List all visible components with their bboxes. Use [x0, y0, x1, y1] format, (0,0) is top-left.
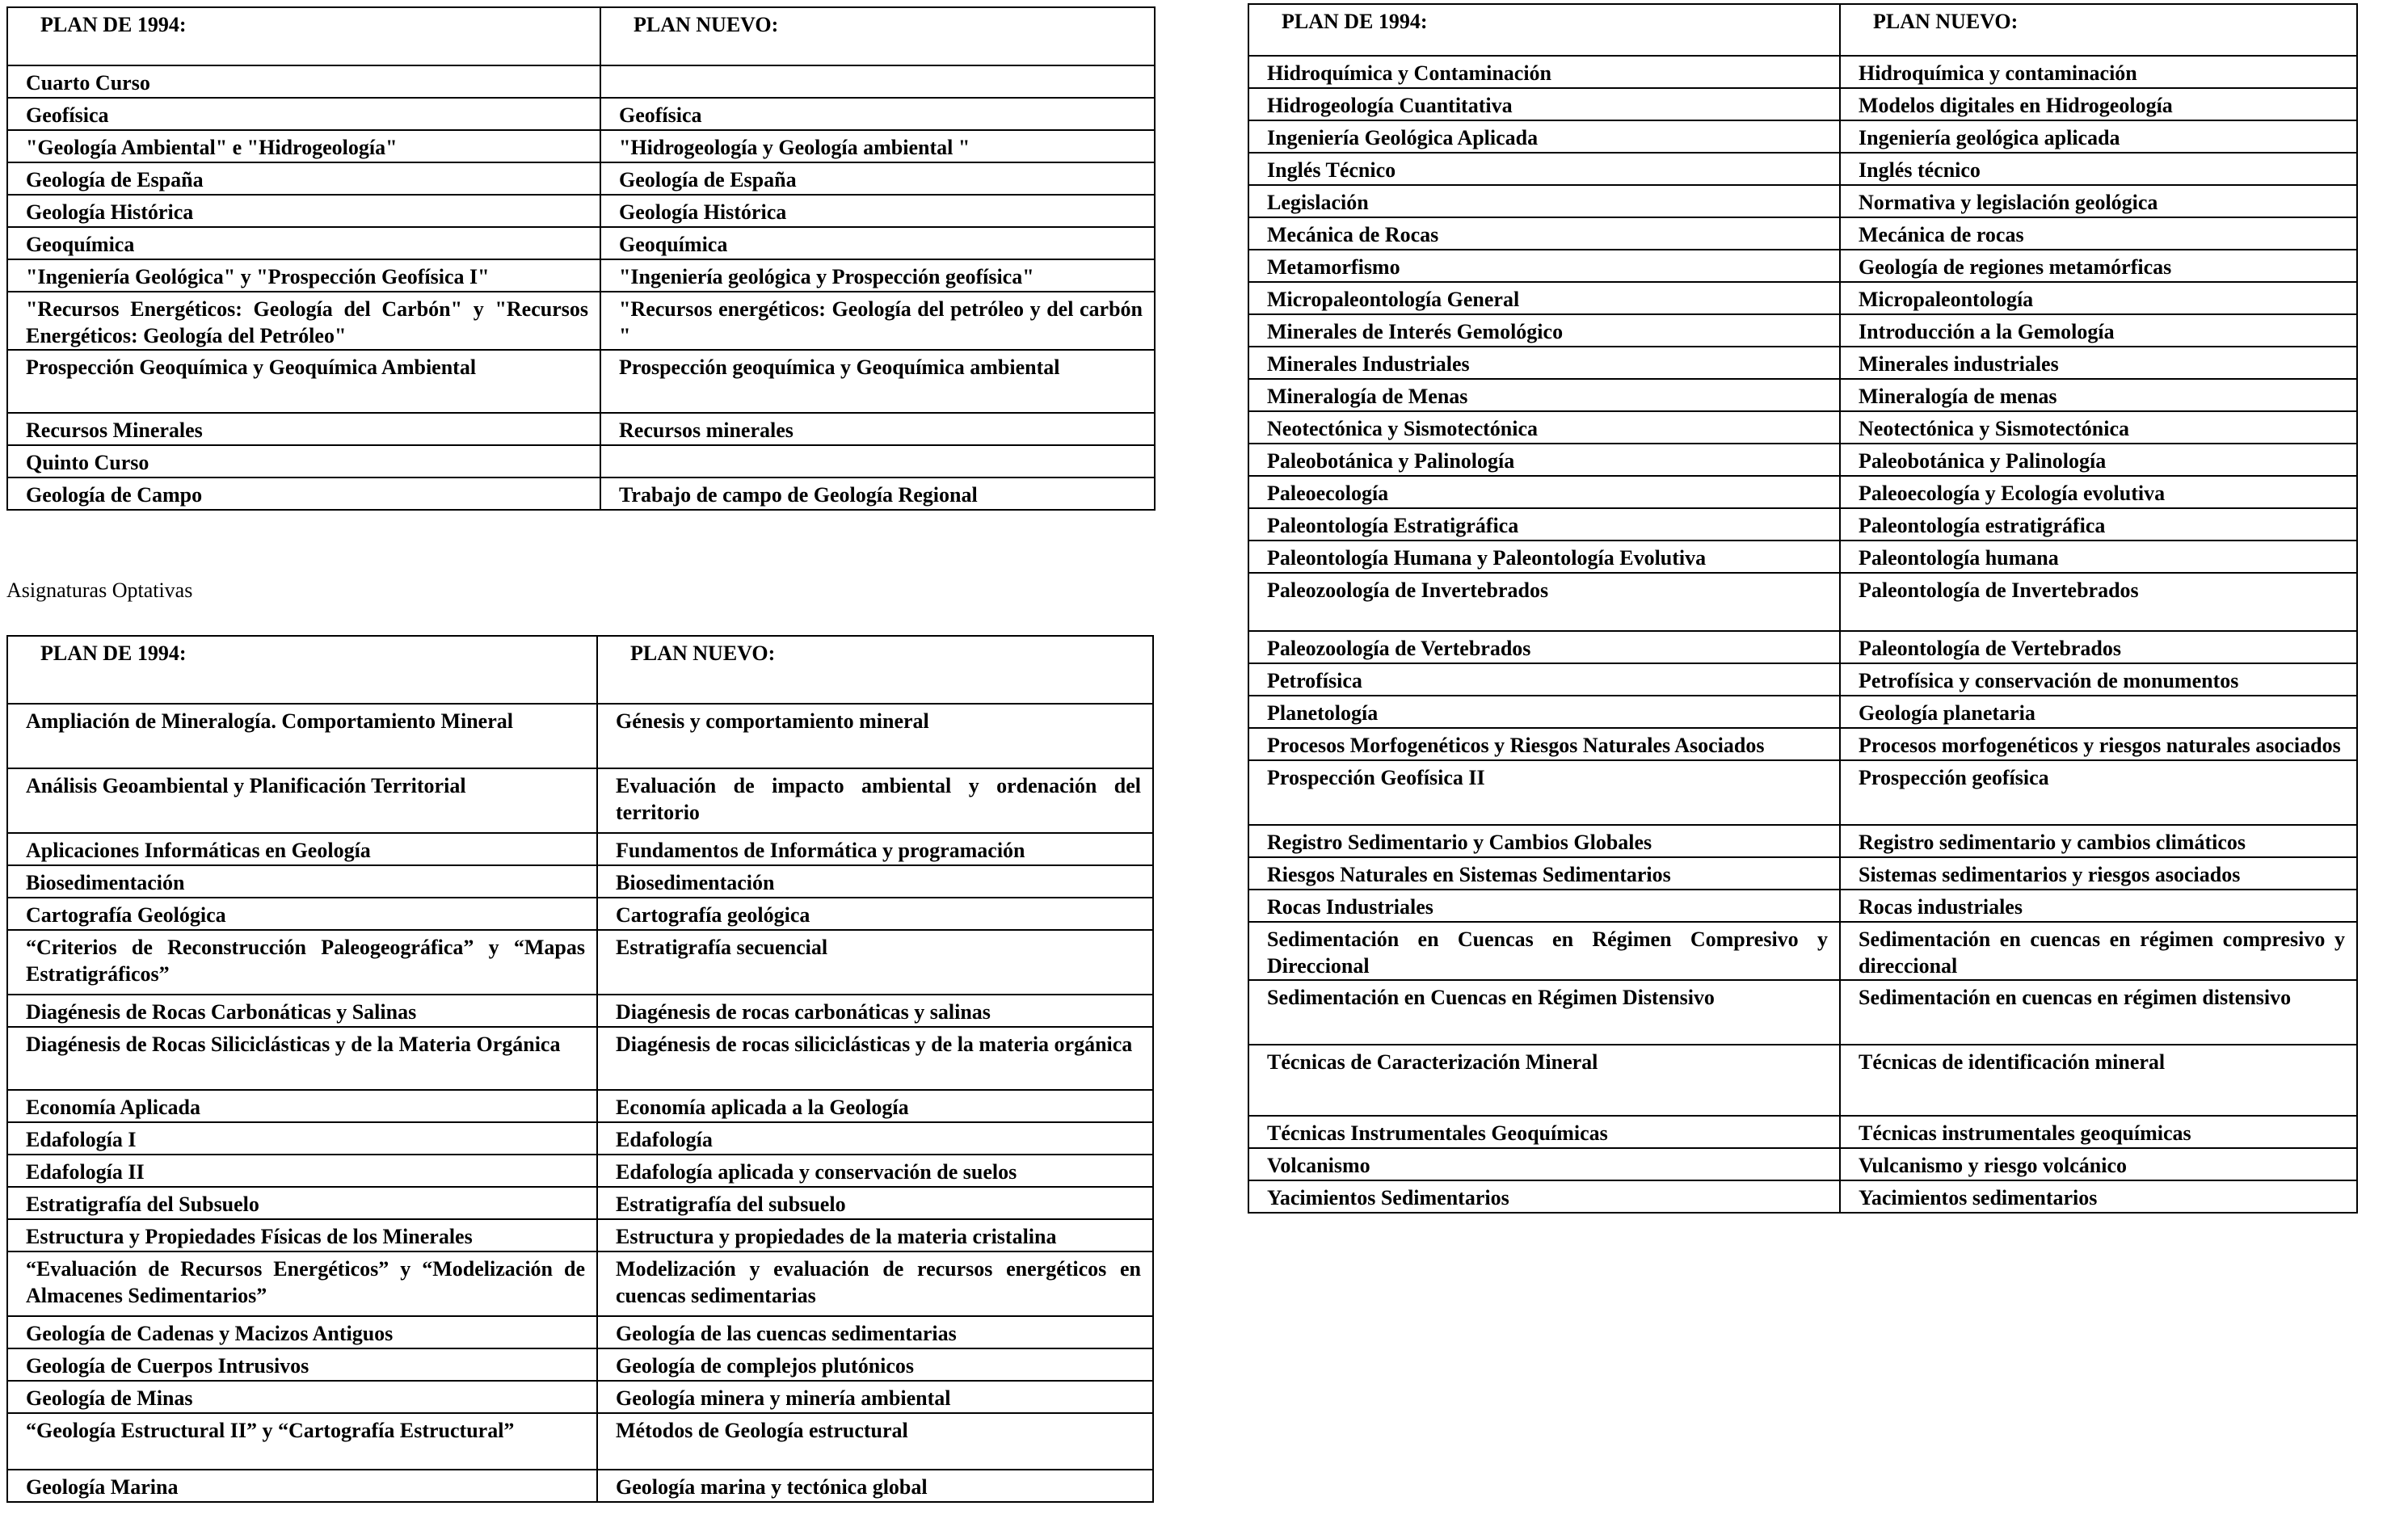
cell-plan-1994: Técnicas Instrumentales Geoquímicas — [1248, 1116, 1840, 1148]
cell-plan-nuevo: Prospección geoquímica y Geoquímica ambiental — [600, 350, 1155, 413]
table-obligatorias — [6, 6, 1156, 511]
cell-plan-1994: Prospección Geofísica II — [1248, 760, 1840, 825]
cell-plan-1994: Minerales de Interés Gemológico — [1248, 314, 1840, 347]
table-row — [7, 1381, 1153, 1413]
cell-plan-nuevo: Inglés técnico — [1840, 153, 2357, 185]
table-row — [7, 413, 1155, 445]
cell-plan-nuevo: Paleontología humana — [1840, 541, 2357, 573]
cell-plan-1994: Legislación — [1248, 185, 1840, 217]
cell-plan-nuevo: Estratigrafía secuencial — [597, 930, 1153, 995]
table-row — [1248, 1116, 2357, 1148]
cell-plan-1994: Cuarto Curso — [7, 65, 600, 98]
table-row — [7, 1187, 1153, 1219]
table-header-row — [7, 7, 1155, 65]
header-plan-1994: PLAN DE 1994: — [7, 7, 600, 65]
cell-plan-1994: Micropaleontología General — [1248, 282, 1840, 314]
table-header-row — [1248, 4, 2357, 56]
table-row — [1248, 185, 2357, 217]
cell-plan-nuevo: Registro sedimentario y cambios climáticos — [1840, 825, 2357, 857]
cell-plan-1994: Técnicas de Caracterización Mineral — [1248, 1045, 1840, 1116]
table-row — [7, 350, 1155, 413]
cell-plan-1994: Mineralogía de Menas — [1248, 379, 1840, 411]
table-row — [7, 1348, 1153, 1381]
table-row — [1248, 250, 2357, 282]
table-header-row — [7, 636, 1153, 704]
cell-plan-nuevo: Cartografía geológica — [597, 898, 1153, 930]
cell-plan-nuevo: Geología de las cuencas sedimentarias — [597, 1316, 1153, 1348]
cell-plan-1994: Petrofísica — [1248, 663, 1840, 696]
cell-plan-1994: Paleontología Humana y Paleontología Evolutiva — [1248, 541, 1840, 573]
table-row — [7, 477, 1155, 510]
section-label-optativas: Asignaturas Optativas — [6, 578, 193, 602]
cell-plan-nuevo: Diagénesis de rocas carbonáticas y salinas — [597, 995, 1153, 1027]
cell-plan-nuevo: Sedimentación en cuencas en régimen distensivo — [1840, 980, 2357, 1045]
cell-plan-nuevo: Métodos de Geología estructural — [597, 1413, 1153, 1470]
cell-plan-nuevo: Evaluación de impacto ambiental y ordenación del territorio — [597, 768, 1153, 833]
cell-plan-nuevo: Paleontología de Invertebrados — [1840, 573, 2357, 631]
cell-plan-1994: Sedimentación en Cuencas en Régimen Distensivo — [1248, 980, 1840, 1045]
cell-plan-1994: Yacimientos Sedimentarios — [1248, 1180, 1840, 1213]
cell-plan-1994: Biosedimentación — [7, 865, 597, 898]
table-row — [1248, 980, 2357, 1045]
cell-plan-1994: Geología de Minas — [7, 1381, 597, 1413]
table-row — [1248, 217, 2357, 250]
table-row — [7, 65, 1155, 98]
cell-plan-1994: Edafología II — [7, 1155, 597, 1187]
table-row — [1248, 1180, 2357, 1213]
table-row — [1248, 153, 2357, 185]
cell-plan-nuevo: Hidroquímica y contaminación — [1840, 56, 2357, 88]
table-row — [7, 195, 1155, 227]
table-row — [7, 1316, 1153, 1348]
cell-plan-nuevo: Biosedimentación — [597, 865, 1153, 898]
table-row — [1248, 56, 2357, 88]
table-row — [7, 98, 1155, 130]
cell-plan-nuevo: Mineralogía de menas — [1840, 379, 2357, 411]
cell-plan-1994: "Recursos Energéticos: Geología del Carbón" y "Recursos Energéticos: Geología del Petróleo" — [7, 292, 600, 350]
table-row — [7, 445, 1155, 477]
cell-plan-nuevo: Procesos morfogenéticos y riesgos naturales asociados — [1840, 728, 2357, 760]
cell-plan-nuevo: Neotectónica y Sismotectónica — [1840, 411, 2357, 444]
cell-plan-1994: Paleobotánica y Palinología — [1248, 444, 1840, 476]
table-row — [7, 865, 1153, 898]
cell-plan-nuevo: Minerales industriales — [1840, 347, 2357, 379]
cell-plan-nuevo: Sedimentación en cuencas en régimen compresivo y direccional — [1840, 922, 2357, 980]
table-row — [7, 833, 1153, 865]
cell-plan-1994: Minerales Industriales — [1248, 347, 1840, 379]
cell-plan-1994: Geología de Cadenas y Macizos Antiguos — [7, 1316, 597, 1348]
table-row — [7, 768, 1153, 833]
cell-plan-1994: Geología de Cuerpos Intrusivos — [7, 1348, 597, 1381]
table-row — [1248, 696, 2357, 728]
table-row — [1248, 476, 2357, 508]
cell-plan-1994: Planetología — [1248, 696, 1840, 728]
cell-plan-nuevo: "Recursos energéticos: Geología del petróleo y del carbón " — [600, 292, 1155, 350]
table-optativas-part1 — [6, 635, 1154, 1503]
cell-plan-nuevo: Paleoecología y Ecología evolutiva — [1840, 476, 2357, 508]
cell-plan-nuevo: Sistemas sedimentarios y riesgos asociados — [1840, 857, 2357, 890]
cell-plan-1994: Rocas Industriales — [1248, 890, 1840, 922]
cell-plan-1994: Aplicaciones Informáticas en Geología — [7, 833, 597, 865]
table-row — [1248, 541, 2357, 573]
cell-plan-nuevo: Geología planetaria — [1840, 696, 2357, 728]
cell-plan-nuevo: Paleontología estratigráfica — [1840, 508, 2357, 541]
cell-plan-nuevo: Geofísica — [600, 98, 1155, 130]
cell-plan-1994: “Evaluación de Recursos Energéticos” y “Modelización de Almacenes Sedimentarios” — [7, 1251, 597, 1316]
cell-plan-1994: Paleoecología — [1248, 476, 1840, 508]
cell-plan-1994: Sedimentación en Cuencas en Régimen Compresivo y Direccional — [1248, 922, 1840, 980]
table-row — [7, 259, 1155, 292]
cell-plan-nuevo: Introducción a la Gemología — [1840, 314, 2357, 347]
table-row — [1248, 88, 2357, 120]
cell-plan-1994: Geología Histórica — [7, 195, 600, 227]
cell-plan-nuevo: "Ingeniería geológica y Prospección geofísica" — [600, 259, 1155, 292]
table-row — [1248, 347, 2357, 379]
table-row — [7, 930, 1153, 995]
cell-plan-1994: Geología de Campo — [7, 477, 600, 510]
table-row — [7, 1122, 1153, 1155]
cell-plan-nuevo: Modelización y evaluación de recursos energéticos en cuencas sedimentarias — [597, 1251, 1153, 1316]
table-row — [7, 1090, 1153, 1122]
cell-plan-1994: Registro Sedimentario y Cambios Globales — [1248, 825, 1840, 857]
cell-plan-1994: Procesos Morfogenéticos y Riesgos Naturales Asociados — [1248, 728, 1840, 760]
header-plan-1994: PLAN DE 1994: — [1248, 4, 1840, 56]
cell-plan-nuevo: "Hidrogeología y Geología ambiental " — [600, 130, 1155, 162]
cell-plan-1994: Inglés Técnico — [1248, 153, 1840, 185]
table-row — [7, 1219, 1153, 1251]
cell-plan-1994: Hidroquímica y Contaminación — [1248, 56, 1840, 88]
table-row — [7, 898, 1153, 930]
cell-plan-1994: Geología Marina — [7, 1470, 597, 1502]
cell-plan-1994: Paleozoología de Vertebrados — [1248, 631, 1840, 663]
cell-plan-1994: Prospección Geoquímica y Geoquímica Ambiental — [7, 350, 600, 413]
cell-plan-nuevo: Edafología — [597, 1122, 1153, 1155]
cell-plan-1994: “Criterios de Reconstrucción Paleogeográfica” y “Mapas Estratigráficos” — [7, 930, 597, 995]
cell-plan-nuevo: Paleontología de Vertebrados — [1840, 631, 2357, 663]
cell-plan-1994: Geofísica — [7, 98, 600, 130]
cell-plan-1994: “Geología Estructural II” y “Cartografía Estructural” — [7, 1413, 597, 1470]
cell-plan-1994: Metamorfismo — [1248, 250, 1840, 282]
table-row — [1248, 282, 2357, 314]
table-row — [1248, 922, 2357, 980]
cell-plan-nuevo: Yacimientos sedimentarios — [1840, 1180, 2357, 1213]
table-row — [1248, 663, 2357, 696]
cell-plan-nuevo: Petrofísica y conservación de monumentos — [1840, 663, 2357, 696]
table-row — [1248, 444, 2357, 476]
cell-plan-1994: Paleozoología de Invertebrados — [1248, 573, 1840, 631]
table-row — [7, 1470, 1153, 1502]
cell-plan-1994: Diagénesis de Rocas Siliciclásticas y de la Materia Orgánica — [7, 1027, 597, 1090]
cell-plan-nuevo: Edafología aplicada y conservación de suelos — [597, 1155, 1153, 1187]
cell-plan-1994: Paleontología Estratigráfica — [1248, 508, 1840, 541]
cell-plan-nuevo: Vulcanismo y riesgo volcánico — [1840, 1148, 2357, 1180]
table-row — [7, 1155, 1153, 1187]
cell-plan-1994: Quinto Curso — [7, 445, 600, 477]
cell-plan-nuevo: Mecánica de rocas — [1840, 217, 2357, 250]
cell-plan-nuevo: Génesis y comportamiento mineral — [597, 704, 1153, 768]
cell-plan-nuevo: Geología minera y minería ambiental — [597, 1381, 1153, 1413]
table-row — [1248, 508, 2357, 541]
cell-plan-1994: Geología de España — [7, 162, 600, 195]
cell-plan-nuevo — [600, 65, 1155, 98]
cell-plan-1994: Volcanismo — [1248, 1148, 1840, 1180]
cell-plan-1994: Estratigrafía del Subsuelo — [7, 1187, 597, 1219]
cell-plan-1994: Riesgos Naturales en Sistemas Sedimentarios — [1248, 857, 1840, 890]
cell-plan-1994: Ampliación de Mineralogía. Comportamiento Mineral — [7, 704, 597, 768]
cell-plan-nuevo: Geología de regiones metamórficas — [1840, 250, 2357, 282]
cell-plan-nuevo: Geología marina y tectónica global — [597, 1470, 1153, 1502]
cell-plan-1994: "Ingeniería Geológica" y "Prospección Geofísica I" — [7, 259, 600, 292]
table-row — [1248, 728, 2357, 760]
table-row — [7, 1251, 1153, 1316]
cell-plan-nuevo: Prospección geofísica — [1840, 760, 2357, 825]
table-row — [1248, 573, 2357, 631]
table-row — [1248, 411, 2357, 444]
cell-plan-nuevo — [600, 445, 1155, 477]
table-optativas-part2 — [1248, 3, 2358, 1214]
cell-plan-nuevo: Rocas industriales — [1840, 890, 2357, 922]
cell-plan-nuevo: Geoquímica — [600, 227, 1155, 259]
cell-plan-nuevo: Trabajo de campo de Geología Regional — [600, 477, 1155, 510]
table-row — [7, 995, 1153, 1027]
table-row — [1248, 379, 2357, 411]
cell-plan-1994: Economía Aplicada — [7, 1090, 597, 1122]
cell-plan-1994: Hidrogeología Cuantitativa — [1248, 88, 1840, 120]
table-row — [1248, 1045, 2357, 1116]
table-row — [1248, 825, 2357, 857]
cell-plan-1994: Mecánica de Rocas — [1248, 217, 1840, 250]
cell-plan-nuevo: Ingeniería geológica aplicada — [1840, 120, 2357, 153]
cell-plan-nuevo: Estratigrafía del subsuelo — [597, 1187, 1153, 1219]
table-row — [1248, 120, 2357, 153]
cell-plan-1994: Estructura y Propiedades Físicas de los Minerales — [7, 1219, 597, 1251]
table-row — [1248, 1148, 2357, 1180]
cell-plan-nuevo: Técnicas instrumentales geoquímicas — [1840, 1116, 2357, 1148]
cell-plan-nuevo: Micropaleontología — [1840, 282, 2357, 314]
table-row — [7, 227, 1155, 259]
table-row — [1248, 631, 2357, 663]
table-row — [1248, 314, 2357, 347]
cell-plan-1994: Geoquímica — [7, 227, 600, 259]
cell-plan-1994: Diagénesis de Rocas Carbonáticas y Salinas — [7, 995, 597, 1027]
header-plan-1994: PLAN DE 1994: — [7, 636, 597, 704]
header-plan-nuevo: PLAN NUEVO: — [600, 7, 1155, 65]
cell-plan-1994: Recursos Minerales — [7, 413, 600, 445]
table-row — [7, 162, 1155, 195]
table-row — [1248, 890, 2357, 922]
cell-plan-1994: Neotectónica y Sismotectónica — [1248, 411, 1840, 444]
table-row — [1248, 760, 2357, 825]
cell-plan-nuevo: Geología de España — [600, 162, 1155, 195]
cell-plan-1994: Ingeniería Geológica Aplicada — [1248, 120, 1840, 153]
cell-plan-nuevo: Recursos minerales — [600, 413, 1155, 445]
cell-plan-1994: Análisis Geoambiental y Planificación Territorial — [7, 768, 597, 833]
cell-plan-nuevo: Diagénesis de rocas siliciclásticas y de la materia orgánica — [597, 1027, 1153, 1090]
header-plan-nuevo: PLAN NUEVO: — [597, 636, 1153, 704]
cell-plan-1994: "Geología Ambiental" e "Hidrogeología" — [7, 130, 600, 162]
cell-plan-nuevo: Geología Histórica — [600, 195, 1155, 227]
cell-plan-nuevo: Técnicas de identificación mineral — [1840, 1045, 2357, 1116]
cell-plan-nuevo: Paleobotánica y Palinología — [1840, 444, 2357, 476]
cell-plan-nuevo: Geología de complejos plutónicos — [597, 1348, 1153, 1381]
header-plan-nuevo: PLAN NUEVO: — [1840, 4, 2357, 56]
cell-plan-nuevo: Fundamentos de Informática y programación — [597, 833, 1153, 865]
table-row — [7, 1027, 1153, 1090]
cell-plan-nuevo: Modelos digitales en Hidrogeología — [1840, 88, 2357, 120]
table-row — [7, 704, 1153, 768]
table-row — [7, 292, 1155, 350]
cell-plan-1994: Cartografía Geológica — [7, 898, 597, 930]
cell-plan-1994: Edafología I — [7, 1122, 597, 1155]
table-row — [7, 1413, 1153, 1470]
cell-plan-nuevo: Normativa y legislación geológica — [1840, 185, 2357, 217]
cell-plan-nuevo: Estructura y propiedades de la materia cristalina — [597, 1219, 1153, 1251]
table-row — [7, 130, 1155, 162]
table-row — [1248, 857, 2357, 890]
cell-plan-nuevo: Economía aplicada a la Geología — [597, 1090, 1153, 1122]
